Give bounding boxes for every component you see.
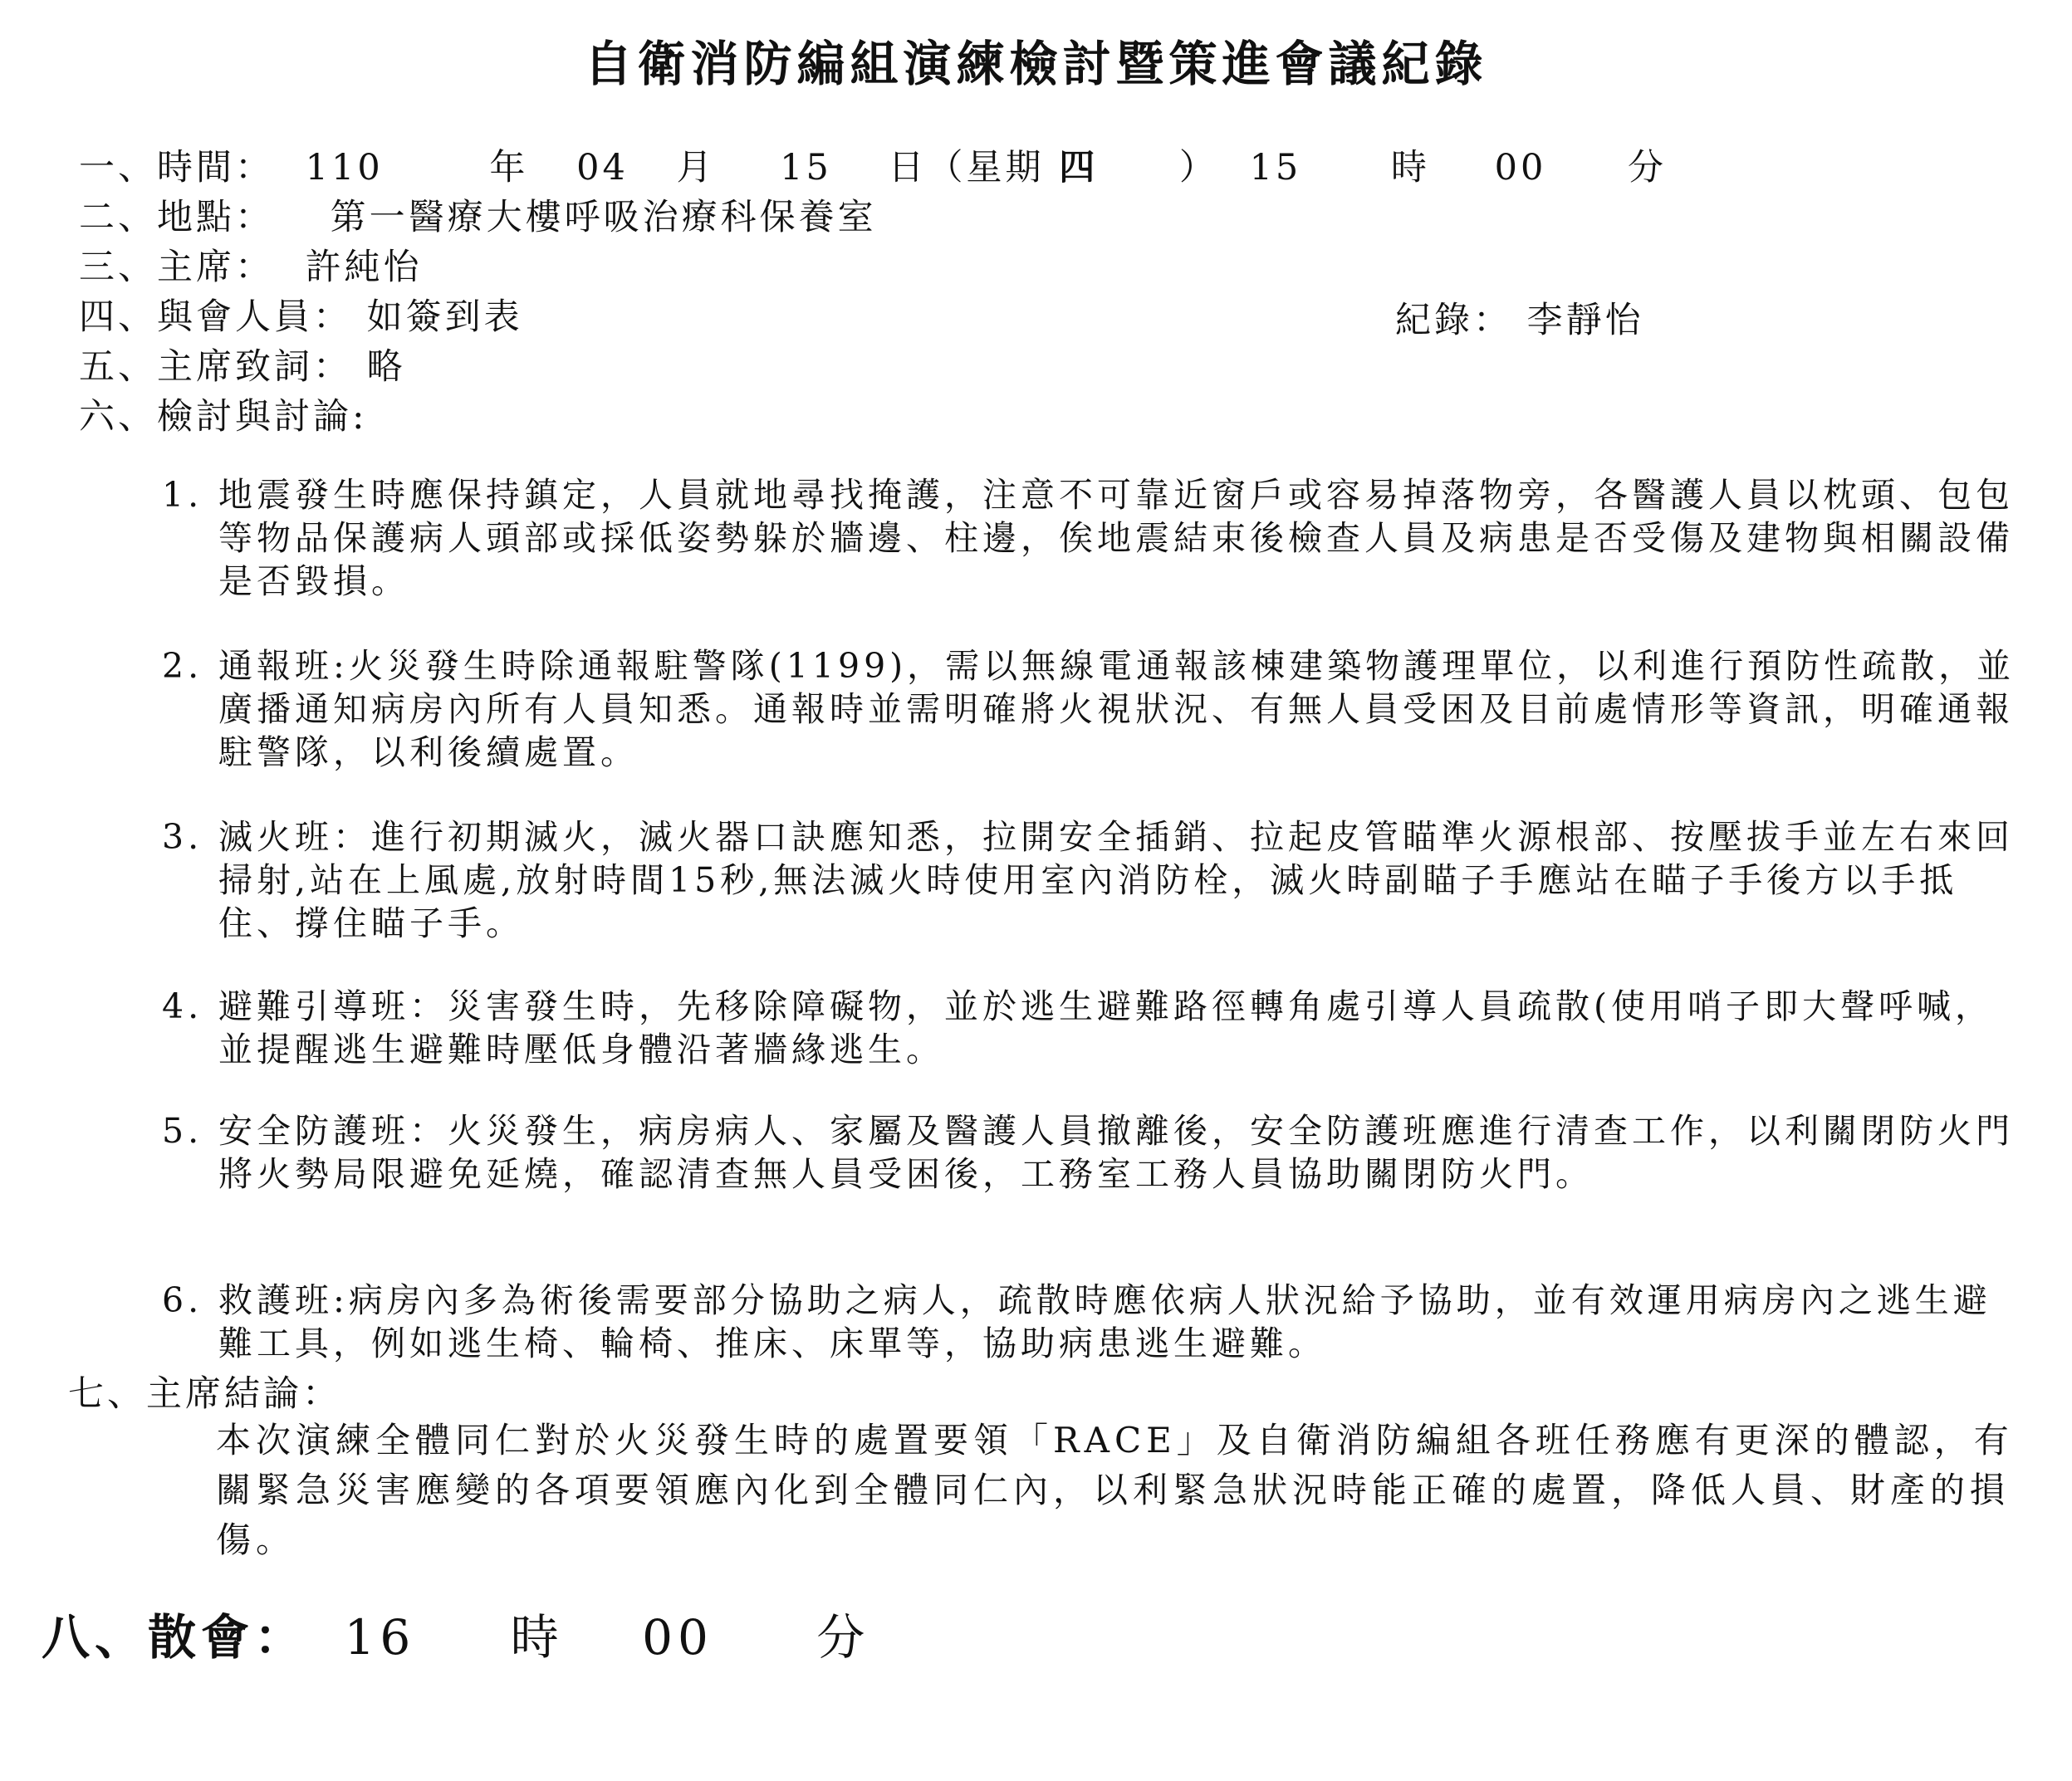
discussion-item-1 [162,473,2022,603]
discussion-item-number: 3. [162,817,203,857]
discussion-item-4 [162,985,2022,1071]
time-year: 110 [305,147,384,188]
chair-label: 三、主席： [79,247,274,288]
chair-speech-line [79,339,406,389]
adjourn-hour: 16 [344,1609,416,1666]
attendees-value: 如簽到表 [366,296,523,338]
meeting-location-line [79,189,877,240]
recorder-value: 李靜怡 [1526,300,1644,341]
document-title: 自衛消防編組演練檢討暨策進會議紀錄 [584,36,1488,92]
time-year-unit: 年 [489,147,529,188]
adjourn-hour-unit: 時 [510,1609,564,1666]
time-day: 15 [780,147,832,188]
discussion-item-text: 救護班:病房內多為術後需要部分協助之病人，疏散時應依病人狀況給予協助，並有效運用病房內之逃生避難工具，例如逃生椅、輪椅、推床、床單等，協助病患逃生避難。 [218,1280,1991,1363]
discussion-item-text: 安全防護班：火災發生，病房病人、家屬及醫護人員撤離後，安全防護班應進行清查工作，以利關閉防火門將火勢局限避免延燒，確認清查無人員受困後，工務室工務人員協助關閉防火門。 [218,1111,2014,1194]
chair-speech-value: 略 [366,346,406,388]
location-value: 第一醫療大樓呼吸治療科保養室 [330,197,877,238]
time-day-unit: 日（星期 [888,147,1045,188]
time-minute: 00 [1494,147,1547,188]
adjourn-line [42,1598,869,1668]
discussion-heading: 六、檢討與討論: [79,396,368,438]
discussion-item-number: 5. [162,1111,203,1151]
discussion-item-number: 2. [162,646,203,686]
discussion-item-number: 6. [162,1280,203,1320]
discussion-item-number: 1. [162,475,203,515]
time-month-unit: 月 [676,147,716,188]
time-weekday: 四 [1059,147,1099,188]
attendees-label: 四、與會人員： [79,296,352,338]
meeting-recorder-line [1395,292,1644,343]
discussion-item-text: 地震發生時應保持鎮定，人員就地尋找掩護，注意不可靠近窗戶或容易掉落物旁，各醫護人員以枕頭、包包等物品保護病人頭部或採低姿勢躲於牆邊、柱邊，俟地震結束後檢查人員及病患是否受傷及建物與相關設備是否毀損。 [218,475,2014,601]
discussion-item-3 [162,815,2022,945]
discussion-item-6 [162,1279,2022,1365]
time-weekday-close: ） [1178,147,1218,188]
conclusion-heading: 七、主席結論： [68,1373,341,1415]
conclusion-text: 本次演練全體同仁對於火災發生時的處置要領「RACE」及自衛消防編組各班任務應有更深的體認，有關緊急災害應變的各項要領應內化到全體同仁內，以利緊急狀況時能正確的處置，降低人員、財產的損傷。 [216,1420,2014,1560]
time-month: 04 [576,147,629,188]
discussion-item-2 [162,644,2022,774]
discussion-item-number: 4. [162,986,203,1026]
discussion-item-text: 滅火班：進行初期滅火，滅火器口訣應知悉，拉開安全插銷、拉起皮管瞄準火源根部、按壓拔手並左右來回掃射,站在上風處,放射時間15秒,無法滅火時使用室內消防栓，滅火時副瞄子手應站在瞄子手後方以手抵住、撐住瞄子手。 [218,817,2014,943]
discussion-item-5 [162,1109,2022,1196]
discussion-item-text: 避難引導班：災害發生時，先移除障礙物，並於逃生避難路徑轉角處引導人員疏散(使用哨子即大聲呼喊，並提醒逃生避難時壓低身體沿著牆緣逃生。 [218,986,1993,1069]
meeting-attendees-line [79,289,523,340]
time-hour-unit: 時 [1390,147,1430,188]
adjourn-minute: 00 [642,1609,713,1666]
discussion-item-text: 通報班:火災發生時除通報駐警隊(1199)，需以無線電通報該棟建築物護理單位，以利進行預防性疏散，並廣播通知病房內所有人員知悉。通報時並需明確將火視狀況、有無人員受困及目前處情形等資訊，明確通報駐警隊，以利後續處置。 [218,646,2016,772]
adjourn-label: 八、散會： [42,1609,308,1666]
meeting-time-line [79,139,1667,190]
time-hour: 15 [1249,147,1302,188]
meeting-chair-line [79,239,423,290]
location-label: 二、地點： [79,197,274,238]
adjourn-minute-unit: 分 [816,1609,870,1666]
chair-value: 許純怡 [305,247,423,288]
recorder-label: 紀錄： [1395,300,1512,341]
chair-speech-label: 五、主席致詞： [79,346,352,388]
time-label: 一、時間： [79,147,274,188]
time-minute-unit: 分 [1628,147,1668,188]
